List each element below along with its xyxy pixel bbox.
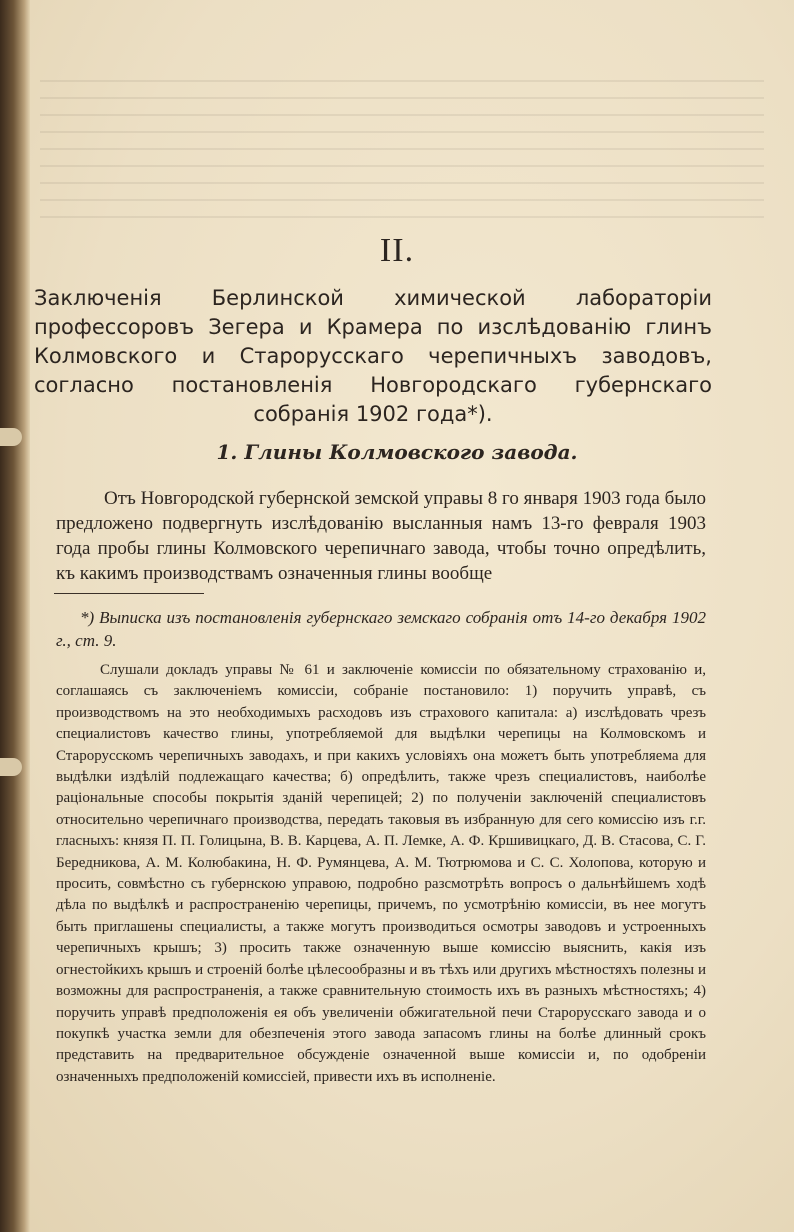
footnote-divider xyxy=(54,593,204,594)
body-paragraph: Отъ Новгородской губернской земской управы 8 го января 1903 года было предложено подвергнуть изслѣдованію высланныя намъ 13-го февраля 1903 года пробы глины Колмовского черепичнаго завода, чтобы точно опредѣлить, къ какимъ производствамъ означенныя глины вообще xyxy=(56,488,706,584)
footnote-heading: *) Выписка изъ постановленія губернскаго земскаго собранія отъ 14-го декабря 1902 г., ст. 9. xyxy=(56,608,706,650)
chapter-number: II. xyxy=(379,232,415,269)
book-spine xyxy=(0,0,30,1232)
section-title: 1. Глины Колмовского завода. xyxy=(216,440,578,464)
spine-binding-mark xyxy=(0,758,22,776)
chapter-heading: Заключенія Берлинской химической лабораторіи профессоровъ Зегера и Крамера по изслѣдованію глинъ Колмовского и Старорусскаго черепичныхъ заводовъ, согласно постановленія Новгородскаго губернскаго собранія 1902 года*). xyxy=(34,286,712,426)
bleed-through-text xyxy=(40,80,764,220)
footnote-text: Слушали докладъ управы № 61 и заключеніе комиссіи по обязательному страхованію и, соглашаясь съ заключеніемъ комиссіи, собраніе постановило: 1) поручить управѣ, съ производствомъ на это необходимыхъ расходовъ изъ страхового капитала: а) изслѣдовать чрезъ специалистовъ качество глины, употребляемой для выдѣлки черепицы на Колмовскомъ и Старорусскомъ черепичныхъ заводахъ, и при какихъ условіяхъ она можетъ быть употребляема для выдѣлки издѣлій подлежащаго качества; б) опредѣлить, также чрезъ специалистовъ, наиболѣе раціональные способы покрытія зданій черепицей; 2) по полученіи заключеній специалистовъ относительно черепичнаго производства, передать таковыя въ избранную для сего комиссію изъ г.г. гласныхъ: князя П. П. Голицына, В. В. Карцева, А. П. Лемке, А. Ф. Кршивицкаго, Д. В. Стасова, С. Г. Бередникова, А. М. Колюбакина, Н. Ф. Румянцева, А. М. Тютрюмова и С. С. Холопова, которую и просить, совмѣстно съ губернскою управою, подробно разсмотрѣть вопросъ о дальнѣйшемъ ходѣ дѣла по выдѣлкѣ и распространенію черепицы, причемъ, по усмотрѣнію комиссіи, въ нее могутъ быть приглашены специалисты, а также могутъ производиться осмотры заводовъ и устроенныхъ черепичныхъ крышъ; 3) просить также означенную выше комиссію выяснить, какія изъ огнестойкихъ крышъ и строеній болѣе цѣлесообразны и въ тѣхъ или другихъ мѣстностяхъ полезны и возможны для распространенія, а также сравнительную стоимость ихъ въ разныхъ мѣстностяхъ; 4) поручить управѣ предположенія ея объ увеличеніи обжигательной печи Старорусскаго завода и о покупкѣ участка земли для обезпеченія этого завода запасомъ глины на болѣе длинный срокъ представить на предварительное обсужденіе означенной выше комиссіи и, по одобреніи означенныхъ предположеній комиссіей, привести ихъ въ исполненіе. xyxy=(56,662,706,1085)
